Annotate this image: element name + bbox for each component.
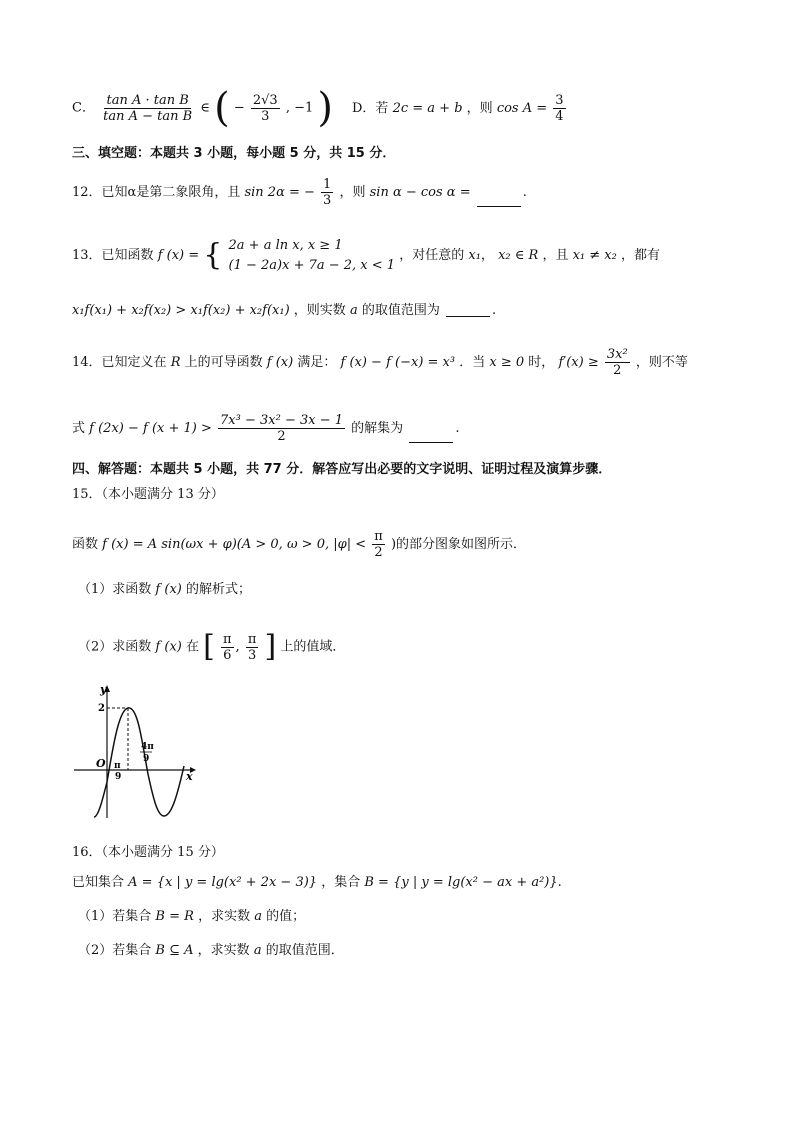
q16-p1-a: （1）若集合 bbox=[78, 909, 152, 924]
q14-inequality: f (2x) − f (x + 1) > bbox=[89, 421, 212, 436]
q14-then-ineq: ，则不等 bbox=[635, 355, 688, 370]
option-d-condition: 2c = a + b bbox=[392, 101, 463, 116]
option-c-denominator: tan A − tan B bbox=[103, 108, 193, 124]
q15-frac-2-den: 3 bbox=[247, 647, 257, 663]
q13-comma: ， bbox=[480, 248, 494, 263]
q14-time: 时， bbox=[528, 355, 555, 370]
q12-then: ，则 bbox=[339, 185, 366, 200]
q16-p2-cond: B ⊆ A bbox=[155, 943, 194, 958]
q14-period: . bbox=[455, 421, 460, 436]
question-16 bbox=[72, 876, 562, 889]
q15-p2-b: 在 bbox=[185, 639, 199, 655]
q13-neq: x₁ ≠ x₂ bbox=[572, 248, 617, 263]
q14-fraction-2 bbox=[218, 414, 345, 443]
q13-range-text: 的取值范围为 bbox=[361, 303, 440, 318]
q13-for-any: ，对任意的 bbox=[399, 248, 465, 263]
right-paren: ) bbox=[317, 85, 334, 131]
q13-and: ，且 bbox=[542, 248, 569, 263]
option-c-fraction bbox=[101, 94, 194, 123]
q15-left-bracket: [ bbox=[203, 629, 215, 664]
q14-when: ．当 bbox=[459, 355, 486, 370]
q14-shi: 式 bbox=[72, 421, 86, 436]
q13-x1: x₁ bbox=[468, 248, 481, 263]
q15-numerator: π bbox=[374, 529, 383, 544]
q15-heading: 15．（本小题满分 13 分） bbox=[72, 487, 224, 502]
question-13-cont bbox=[72, 304, 496, 317]
q16-set-B-intro: ，集合 bbox=[321, 875, 361, 890]
q16-p2-a: （2）若集合 bbox=[78, 943, 152, 958]
q15-p2-a: （2）求函数 bbox=[78, 639, 152, 655]
q15-frac-1 bbox=[221, 633, 234, 662]
question-13 bbox=[72, 236, 660, 275]
q15-p1-b: 的解析式； bbox=[185, 582, 251, 597]
q14-answer-blank[interactable] bbox=[409, 442, 453, 443]
q16-stem: 已知集合 bbox=[72, 875, 125, 890]
q15-frac-1-den: 6 bbox=[223, 647, 232, 663]
left-paren: ( bbox=[214, 85, 230, 131]
option-d-denominator: 4 bbox=[555, 109, 564, 124]
q15-function: f (x) = A sin(ωx + φ)(A > 0, ω > 0, |φ| < bbox=[102, 537, 367, 552]
q16-p2-b: ，求实数 bbox=[197, 943, 250, 958]
q15-stem-end: )的部分图象如图所示． bbox=[390, 537, 527, 552]
q12-answer-blank[interactable] bbox=[477, 206, 521, 207]
option-d bbox=[352, 94, 568, 123]
option-c-numerator: tan A · tan B bbox=[106, 92, 189, 108]
q14-stem-2: 上的可导函数 bbox=[184, 355, 263, 370]
q12-expression: sin α − cos α = bbox=[369, 185, 471, 200]
q15-frac-2 bbox=[246, 633, 259, 662]
q14-fraction bbox=[605, 348, 630, 377]
q15-p1-fx: f (x) bbox=[155, 582, 182, 597]
q16-p2-a-var: a bbox=[253, 943, 262, 958]
interval-tail: , −1 bbox=[285, 100, 314, 116]
q16-part-2 bbox=[78, 944, 344, 957]
q12-stem: 12．已知α是第二象限角，且 bbox=[72, 185, 241, 200]
q13-x2: x₂ ∈ R bbox=[498, 248, 539, 263]
q14-fx: f (x) bbox=[266, 355, 294, 370]
q13-a-var: a bbox=[349, 303, 358, 318]
q15-denominator: 2 bbox=[374, 545, 383, 560]
q16-p1-a-var: a bbox=[254, 909, 262, 924]
interval-fraction bbox=[251, 94, 280, 123]
tick-1-num: π bbox=[114, 761, 121, 771]
x-label: x bbox=[186, 770, 193, 783]
q14-satisfies: 满足： bbox=[297, 355, 337, 370]
tick-2-den: 9 bbox=[143, 754, 150, 764]
tick-2-num: 4π bbox=[141, 742, 154, 752]
minus-sign: − bbox=[233, 100, 245, 116]
q15-p2-fx: f (x) bbox=[155, 639, 182, 655]
q16-set-A: A = {x | y = lg(x² + 2x − 3)} bbox=[128, 875, 318, 890]
element-of: ∈ bbox=[200, 100, 210, 116]
question-14 bbox=[72, 348, 688, 377]
tick-1-den: 9 bbox=[115, 772, 122, 782]
q15-part-2: （2）求函数 f (x) 在 [ $\frac{\pi}{6}$ , $\frac{\pi}{3}$ ] 上的值域． bbox=[78, 629, 346, 664]
q12-sin2a: sin 2α = − bbox=[244, 185, 315, 200]
q14-numerator-2: 7x³ − 3x² − 3x − 1 bbox=[220, 413, 344, 428]
q13-stem: 13．已知函数 bbox=[72, 248, 154, 263]
q13-function: f (x) = bbox=[157, 248, 200, 263]
q14-numerator: 3x² bbox=[606, 347, 628, 362]
question-14-cont bbox=[72, 414, 459, 443]
q12-period: . bbox=[522, 185, 527, 200]
option-d-fraction bbox=[553, 94, 565, 123]
interval-denominator: 3 bbox=[261, 108, 270, 124]
q14-R: R bbox=[170, 355, 181, 370]
q13-case-1: 2a + a ln x, x ≥ 1 bbox=[228, 238, 343, 253]
question-12 bbox=[72, 178, 527, 207]
y-label: y bbox=[100, 683, 107, 696]
q12-denominator: 3 bbox=[323, 193, 332, 208]
q14-derivative: f′(x) ≥ bbox=[558, 355, 599, 370]
q13-then: ，则实数 bbox=[293, 303, 346, 318]
q15-stem: 函数 bbox=[72, 537, 99, 552]
q14-stem: 14．已知定义在 bbox=[72, 355, 167, 370]
interval-numerator: 2√3 bbox=[252, 92, 278, 108]
section-4-heading: 四、解答题：本题共 5 小题，共 77 分．解答应写出必要的文字说明、证明过程及演算步骤． bbox=[72, 462, 612, 477]
option-c-label: C． bbox=[72, 100, 95, 116]
q13-period: . bbox=[492, 303, 497, 318]
section-3-heading: 三、填空题：本题共 3 小题，每小题 5 分，共 15 分． bbox=[72, 146, 396, 161]
q14-condition: x ≥ 0 bbox=[489, 355, 525, 370]
q14-denominator: 2 bbox=[613, 363, 622, 378]
q12-numerator: 1 bbox=[323, 177, 332, 192]
q16-heading: 16．（本小题满分 15 分） bbox=[72, 845, 224, 860]
q15-fraction bbox=[372, 530, 385, 559]
option-c bbox=[72, 85, 334, 131]
q16-p1-b: ，求实数 bbox=[198, 909, 251, 924]
q15-right-bracket: ] bbox=[264, 629, 277, 664]
option-d-label: D．若 bbox=[352, 101, 389, 116]
q13-inequality: x₁f(x₁) + x₂f(x₂) > x₁f(x₂) + x₂f(x₁) bbox=[72, 303, 290, 318]
sine-graph bbox=[68, 682, 198, 822]
q15-p2-c: 上的值域． bbox=[280, 639, 346, 655]
q12-fraction bbox=[321, 178, 333, 207]
origin-label: O bbox=[96, 757, 106, 770]
q14-equation: f (x) − f (−x) = x³ bbox=[340, 355, 456, 370]
q14-solution-text: 的解集为 bbox=[351, 421, 404, 436]
question-15 bbox=[72, 530, 526, 559]
q16-p1-cond: B = R bbox=[155, 909, 194, 924]
option-d-cos: cos A = bbox=[496, 101, 548, 116]
q16-set-B: B = {y | y = lg(x² − ax + a²)} bbox=[364, 875, 558, 890]
q15-frac-1-num: π bbox=[223, 631, 232, 647]
q13-piecewise bbox=[229, 236, 396, 275]
q16-part-1 bbox=[78, 910, 305, 923]
q13-answer-blank[interactable] bbox=[446, 316, 490, 317]
q13-brace: { bbox=[203, 237, 223, 273]
peak-value-label: 2 bbox=[98, 703, 105, 714]
q14-denominator-2: 2 bbox=[277, 429, 286, 444]
option-d-numerator: 3 bbox=[555, 93, 564, 108]
q15-part-1 bbox=[78, 583, 251, 596]
q15-p1-a: （1）求函数 bbox=[78, 582, 152, 597]
q16-p1-d: 的值； bbox=[266, 909, 306, 924]
q13-all: ，都有 bbox=[620, 248, 660, 263]
q13-case-2: (1 − 2a)x + 7a − 2, x < 1 bbox=[228, 257, 396, 273]
q16-period: . bbox=[557, 875, 562, 890]
option-d-then: ，则 bbox=[466, 101, 493, 116]
q16-p2-d: 的取值范围． bbox=[265, 943, 344, 958]
q15-frac-2-num: π bbox=[247, 631, 257, 647]
